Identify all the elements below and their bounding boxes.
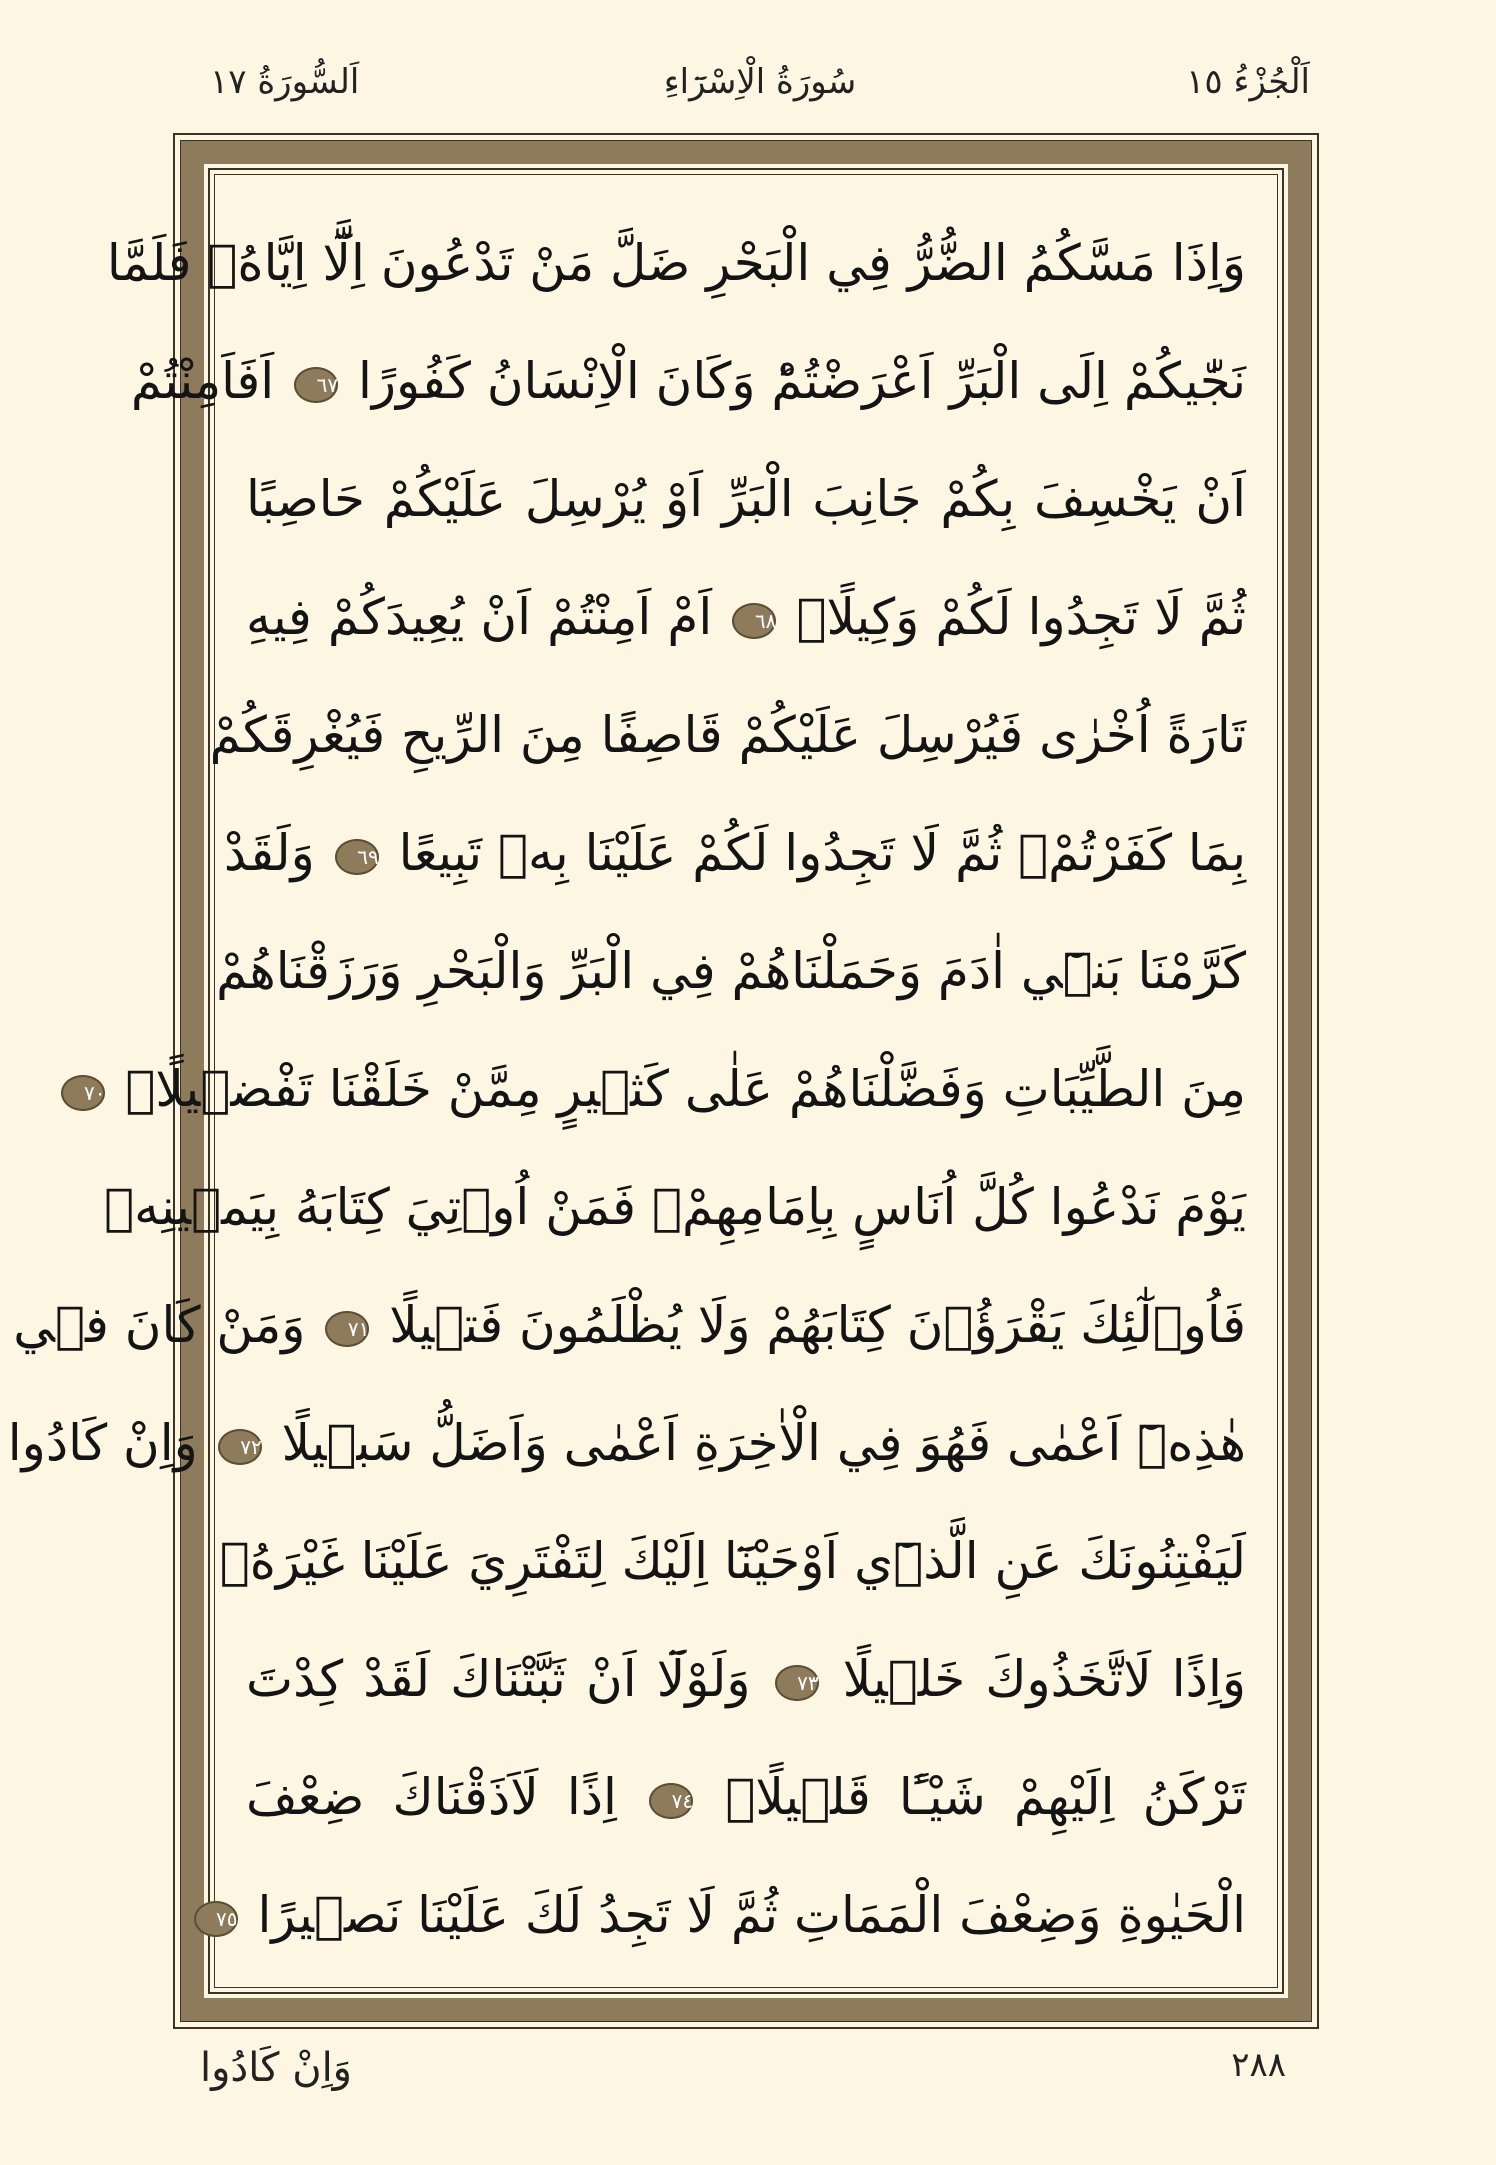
quran-line	[246, 558, 1246, 676]
line-text-continuation: اِذًا لَاَذَقْنَاكَ ضِعْفَ	[246, 1768, 617, 1826]
quran-line	[246, 440, 1246, 558]
quran-line	[223, 794, 1246, 912]
line-text-continuation: اَمْ اَمِنْتُمْ اَنْ يُعِيدَكُمْ فِيهِ	[246, 588, 713, 646]
quran-line	[104, 1148, 1246, 1266]
ayah-number-marker: ٧٥	[194, 1901, 238, 1937]
quran-line	[106, 204, 1246, 322]
line-text: تَرْكَنُ اِلَيْهِمْ شَيْـًٔا قَلٖيلًاۗ	[725, 1768, 1247, 1826]
quran-line	[246, 1620, 1246, 1738]
line-text: كَرَّمْنَا بَنٖٓي اٰدَمَ وَحَمَلْنَاهُمْ فِي الْبَرِّ وَالْبَحْرِ وَرَزَقْنَاهُمْ	[216, 942, 1246, 1000]
line-text: مِنَ الطَّيِّبَاتِ وَفَضَّلْنَاهُمْ عَلٰى كَثٖيرٍ مِمَّنْ خَلَقْنَا تَفْضٖيلًاࣖ	[125, 1060, 1246, 1118]
juz-label: اَلْجُزْءُ ١٥	[1186, 62, 1310, 102]
quran-line	[246, 1738, 1246, 1856]
line-text-continuation: وَلَقَدْ	[223, 824, 315, 882]
quran-line	[219, 1502, 1246, 1620]
line-text: اَنْ يَخْسِفَ بِكُمْ جَانِبَ الْبَرِّ اَوْ يُرْسِلَ عَلَيْكُمْ حَاصِبًا	[246, 470, 1246, 528]
ayah-number-marker: ٧١	[325, 1311, 369, 1347]
surah-title: سُورَةُ الْاِسْرَٓاءِ	[663, 62, 857, 102]
line-text-continuation: وَلَوْلَٓا اَنْ ثَبَّتْنَاكَ لَقَدْ كِدْتَ	[246, 1650, 751, 1708]
line-text: تَارَةً اُخْرٰى فَيُرْسِلَ عَلَيْكُمْ قَاصِفًا مِنَ الرِّيحِ فَيُغْرِقَكُمْ	[209, 706, 1246, 764]
line-text: الْحَيٰوةِ وَضِعْفَ الْمَمَاتِ ثُمَّ لَا تَجِدُ لَكَ عَلَيْنَا نَصٖيرًا	[257, 1886, 1246, 1944]
line-text: يَوْمَ نَدْعُوا كُلَّ اُنَاسٍ بِاِمَامِهِمْۚ فَمَنْ اُو۫تِيَ كِتَابَهُ بِيَمٖينِهٖ	[104, 1178, 1246, 1236]
quran-line	[7, 1384, 1246, 1502]
line-text: وَاِذَا مَسَّكُمُ الضُّرُّ فِي الْبَحْرِ ضَلَّ مَنْ تَدْعُونَ اِلَّٓا اِيَّاهُۚ فَلَمَّا	[106, 234, 1246, 292]
ayah-number-marker: ٧٤	[649, 1783, 693, 1819]
surah-number-label: اَلسُّورَةُ ١٧	[210, 62, 360, 102]
line-text-continuation: وَاِنْ كَادُوا	[7, 1414, 198, 1472]
quran-line	[216, 1856, 1246, 1974]
line-text-continuation: اَفَاَمِنْتُمْ	[130, 352, 275, 410]
line-text: فَاُو۬لٰٓئِكَ يَقْرَؤُ۫نَ كِتَابَهُمْ وَلَا يُظْلَمُونَ فَتٖيلًا	[389, 1296, 1246, 1354]
line-text-continuation: وَمَنْ كَانَ فٖي	[13, 1296, 306, 1354]
quran-text-panel	[7, 186, 1266, 1976]
ayah-number-marker: ٧٠	[61, 1075, 105, 1111]
quran-line	[13, 1266, 1246, 1384]
line-text: هٰذِهٖٓ اَعْمٰى فَهُوَ فِي الْاٰخِرَةِ اَعْمٰى وَاَضَلُّ سَبٖيلًا	[281, 1414, 1246, 1472]
quran-line	[216, 912, 1246, 1030]
page-number: ٢٨٨	[1231, 2045, 1286, 2085]
ayah-number-marker: ٦٨	[732, 603, 776, 639]
line-text: لَيَفْتِنُونَكَ عَنِ الَّذٖٓي اَوْحَيْنَٓا اِلَيْكَ لِتَفْتَرِيَ عَلَيْنَا غَيْرَهُۗ	[219, 1532, 1246, 1590]
quran-line	[130, 322, 1246, 440]
quran-line	[84, 1030, 1246, 1148]
ayah-number-marker: ٧٢	[218, 1429, 262, 1465]
ayah-number-marker: ٧٣	[775, 1665, 819, 1701]
ayah-number-marker: ٦٧	[294, 367, 338, 403]
ayah-number-marker: ٦٩	[335, 839, 379, 875]
line-text: وَاِذًا لَاتَّخَذُوكَ خَلٖيلًا	[842, 1650, 1246, 1708]
page-header	[210, 62, 1310, 122]
line-text: بِمَا كَفَرْتُمْۙ ثُمَّ لَا تَجِدُوا لَكُمْ عَلَيْنَا بِهٖ تَبِيعًا	[398, 824, 1246, 882]
line-text: نَجّٰيكُمْ اِلَى الْبَرِّ اَعْرَضْتُمْؕ وَكَانَ الْاِنْسَانُ كَفُورًا	[357, 352, 1246, 410]
quran-line	[209, 676, 1246, 794]
line-text: ثُمَّ لَا تَجِدُوا لَكُمْ وَكِيلًاۙ	[796, 588, 1246, 646]
catchword: وَاِنْ كَادُوا	[200, 2045, 352, 2091]
